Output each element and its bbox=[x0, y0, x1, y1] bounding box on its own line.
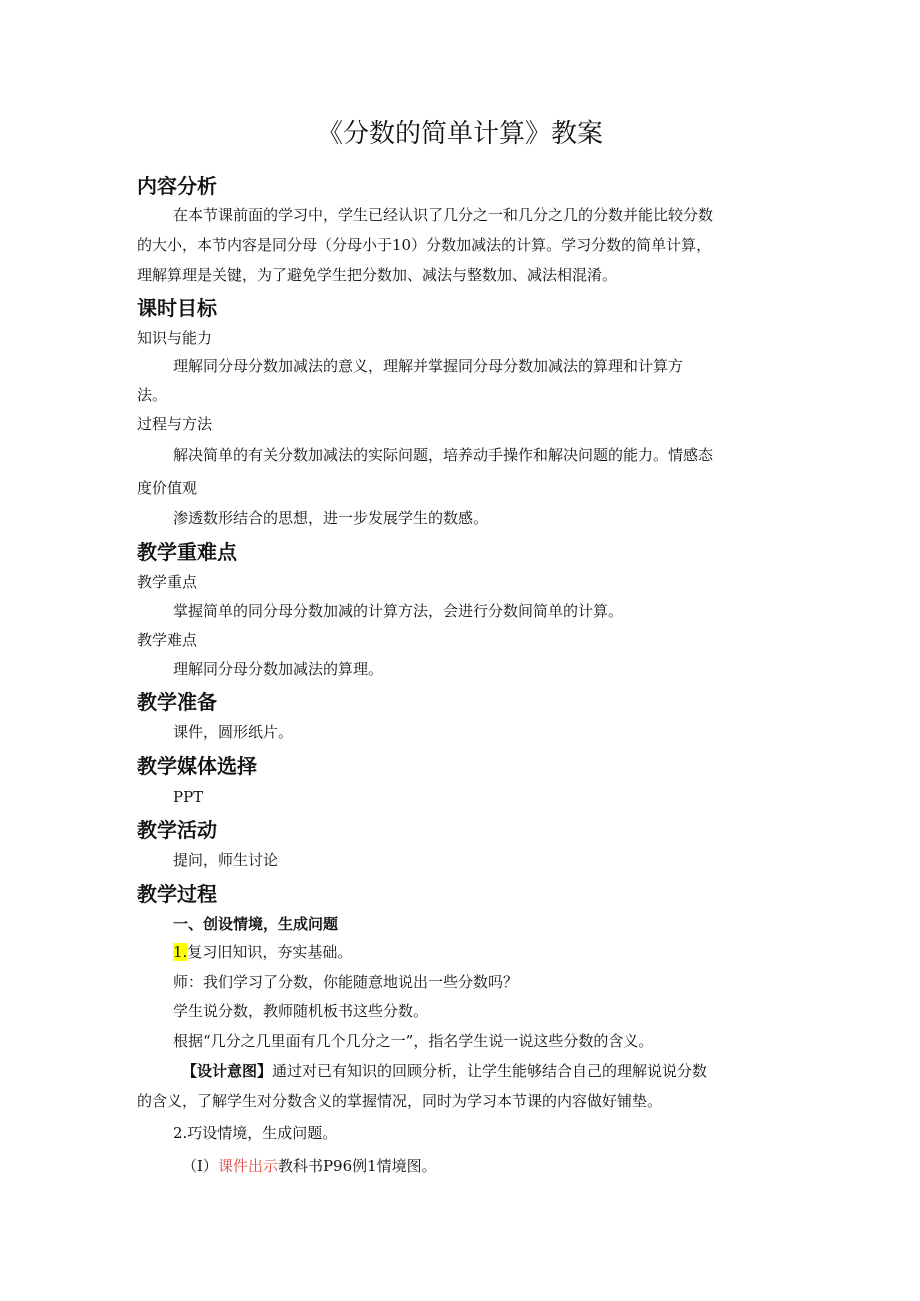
heading-key-points: 教学重难点 bbox=[137, 540, 237, 564]
paragraph-line: 师：我们学习了分数，你能随意地说出一些分数吗？ bbox=[173, 973, 519, 991]
subheading-key: 教学重点 bbox=[137, 573, 198, 591]
paragraph-line: 法。 bbox=[137, 386, 168, 404]
sub-item-prefix: （I） bbox=[182, 1157, 218, 1175]
design-intent-label: 【设计意图】 bbox=[182, 1062, 273, 1080]
paragraph-line: 学生说分数，教师随机板书这些分数。 bbox=[173, 1002, 429, 1020]
design-intent-line bbox=[182, 1059, 707, 1083]
heading-content-analysis: 内容分析 bbox=[137, 174, 217, 198]
heading-activities: 教学活动 bbox=[137, 818, 217, 842]
heading-preparation: 教学准备 bbox=[137, 690, 217, 714]
paragraph-line: 根据“几分之几里面有几个几分之一”，指名学生说一说这些分数的含义。 bbox=[173, 1032, 654, 1050]
list-item bbox=[173, 940, 352, 964]
step-heading: 一、创设情境，生成问题 bbox=[173, 915, 339, 933]
subheading-difficulty: 教学难点 bbox=[137, 631, 198, 649]
paragraph-line: 掌握简单的同分母分数加减的计算方法，会进行分数间简单的计算。 bbox=[173, 602, 624, 620]
paragraph-line: 理解同分母分数加减法的算理。 bbox=[173, 660, 384, 678]
subheading-process: 过程与方法 bbox=[137, 415, 213, 433]
courseware-link: 课件出示 bbox=[217, 1157, 278, 1175]
paragraph-line: 课件，圆形纸片。 bbox=[173, 723, 294, 741]
heading-process: 教学过程 bbox=[137, 882, 217, 906]
paragraph-line: 渗透数形结合的思想，进一步发展学生的数感。 bbox=[173, 509, 489, 527]
paragraph-line: 的含义，了解学生对分数含义的掌握情况，同时为学习本节课的内容做好铺垫。 bbox=[137, 1092, 663, 1110]
paragraph-line: PPT bbox=[173, 788, 204, 806]
sub-item-text: 教科书P96例1情境图。 bbox=[277, 1157, 437, 1175]
heading-media: 教学媒体选择 bbox=[137, 754, 257, 778]
list-item-text: 复习旧知识，夯实基础。 bbox=[187, 943, 353, 961]
paragraph-line: 理解同分母分数加减法的意义，理解并掌握同分母分数加减法的算理和计算方 bbox=[173, 357, 684, 375]
heading-objectives: 课时目标 bbox=[137, 296, 217, 320]
paragraph-line: 解决简单的有关分数加减法的实际问题，培养动手操作和解决问题的能力。情感态 bbox=[173, 446, 714, 464]
paragraph-line: 理解算理是关键，为了避免学生把分数加、减法与整数加、减法相混淆。 bbox=[137, 266, 618, 284]
document-title: 《分数的简单计算》教案 bbox=[316, 119, 603, 149]
paragraph-line: 度价值观 bbox=[137, 479, 198, 497]
paragraph-line: 提问，师生讨论 bbox=[173, 851, 279, 869]
paragraph-line: 在本节课前面的学习中，学生已经认识了几分之一和几分之几的分数并能比较分数 bbox=[173, 206, 714, 224]
highlighted-number: 1. bbox=[173, 943, 188, 961]
design-intent-text: 通过对已有知识的回顾分析，让学生能够结合自己的理解说说分数 bbox=[272, 1062, 708, 1080]
subheading-knowledge: 知识与能力 bbox=[137, 329, 213, 347]
sub-item bbox=[182, 1154, 437, 1178]
list-item: 2.巧设情境，生成问题。 bbox=[173, 1124, 338, 1142]
paragraph-line: 的大小，本节内容是同分母（分母小于10）分数加减法的计算。学习分数的简单计算， bbox=[137, 236, 712, 254]
